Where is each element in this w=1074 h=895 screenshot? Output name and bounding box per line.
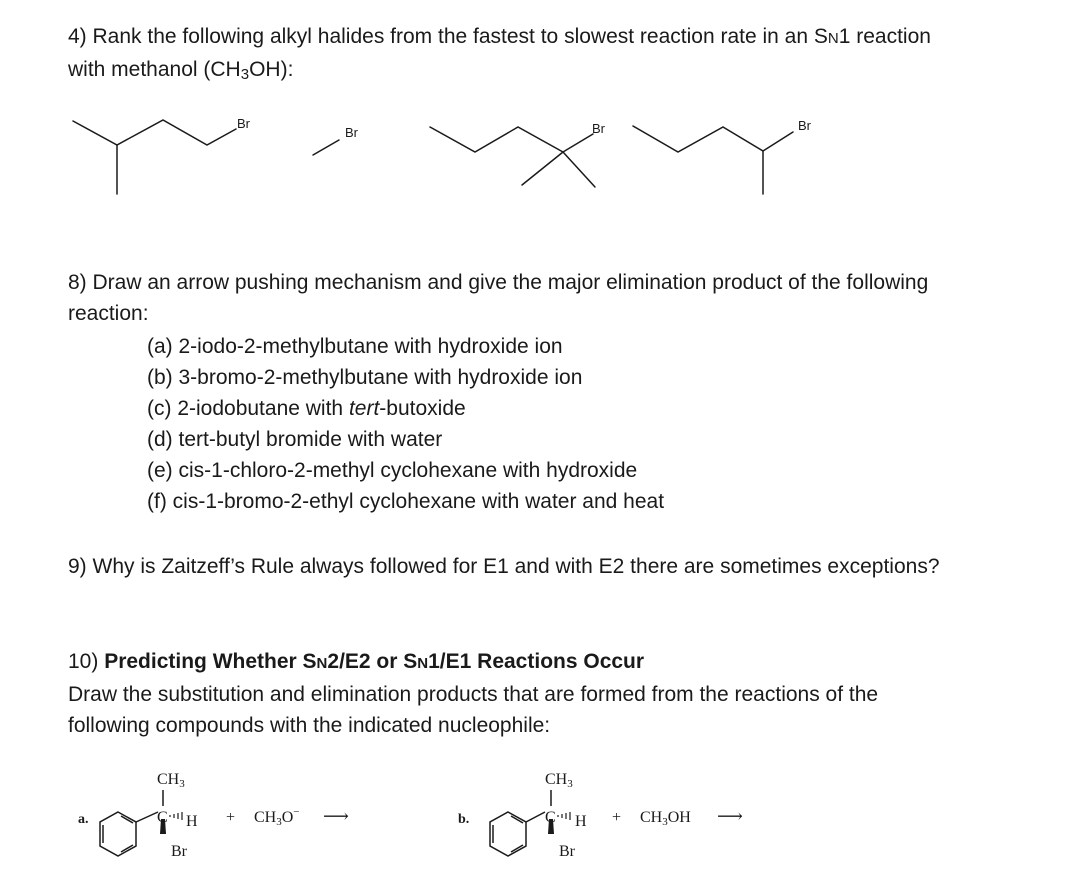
methyl-label-b: CH3: [545, 771, 573, 790]
question-8-line-1: 8) Draw an arrow pushing mechanism and give the major elimination product of the following: [68, 271, 929, 294]
plus-sign-b: +: [612, 809, 622, 826]
hydrogen-label-b: H: [575, 813, 587, 830]
question-10-line-3: following compounds with the indicated nucleophile:: [68, 714, 551, 737]
reaction-arrow-a: ⟶: [323, 806, 349, 826]
reaction-b: [458, 771, 743, 860]
list-item: (a) 2-iodo-2-methylbutane with hydroxide ion: [147, 335, 563, 358]
reaction-b-letter: b.: [458, 812, 470, 827]
carbon-label-a: C: [157, 809, 168, 826]
question-8-list: [147, 331, 664, 517]
bromine-label-2: Br: [345, 125, 358, 140]
question-8-text: [68, 267, 928, 329]
alkyl-halide-structure-4: [633, 126, 793, 194]
hydrogen-label-a: H: [186, 813, 198, 830]
list-item: (f) cis-1-bromo-2-ethyl cyclohexane with water and heat: [147, 490, 665, 513]
list-item: (c) 2-iodobutane with tert-butoxide: [147, 397, 466, 420]
bromine-label-b: Br: [559, 843, 575, 860]
question-4-line-2: with methanol $(CH_3OH)$:: [68, 58, 294, 83]
alkyl-halide-structure-1: [73, 120, 236, 194]
question-10-text: [68, 646, 878, 741]
list-item: (e) cis-1-chloro-2-methyl cyclohexane with hydroxide: [147, 459, 638, 482]
bromine-label-4: Br: [798, 118, 811, 133]
bromine-label-1: Br: [237, 116, 250, 131]
list-item: (d) tert-butyl bromide with water: [147, 428, 443, 451]
question-8-line-2: reaction:: [68, 302, 149, 325]
bromine-label-a: Br: [171, 843, 187, 860]
reaction-arrow-b: ⟶: [717, 806, 743, 826]
alkyl-halide-structure-3: [430, 127, 595, 187]
plus-sign-a: +: [226, 809, 236, 826]
reaction-a: [78, 771, 349, 860]
question-10-line-2: Draw the substitution and elimination products that are formed from the reactions of the: [68, 683, 879, 706]
reaction-a-letter: a.: [78, 812, 89, 827]
reagent-b: CH3OH: [640, 809, 691, 828]
carbon-label-b: C: [545, 809, 556, 826]
question-10-title: 10) Predicting Whether SN2/E2 or SN1/E1 Reactions Occur: [68, 650, 645, 673]
question-9-text: 9) Why is Zaitzeff’s Rule always followed for E1 and with E2 there are sometimes exceptions?: [68, 555, 940, 578]
bromine-label-3: Br: [592, 121, 605, 136]
methyl-label-a: CH3: [157, 771, 185, 790]
question-4-line-1: 4) Rank the following alkyl halides from the fastest to slowest reaction rate in an SN1 reaction: [68, 25, 931, 48]
reagent-a: CH3O−: [254, 806, 300, 828]
alkyl-halide-structure-2: [313, 140, 339, 155]
list-item: (b) 3-bromo-2-methylbutane with hydroxide ion: [147, 366, 583, 389]
